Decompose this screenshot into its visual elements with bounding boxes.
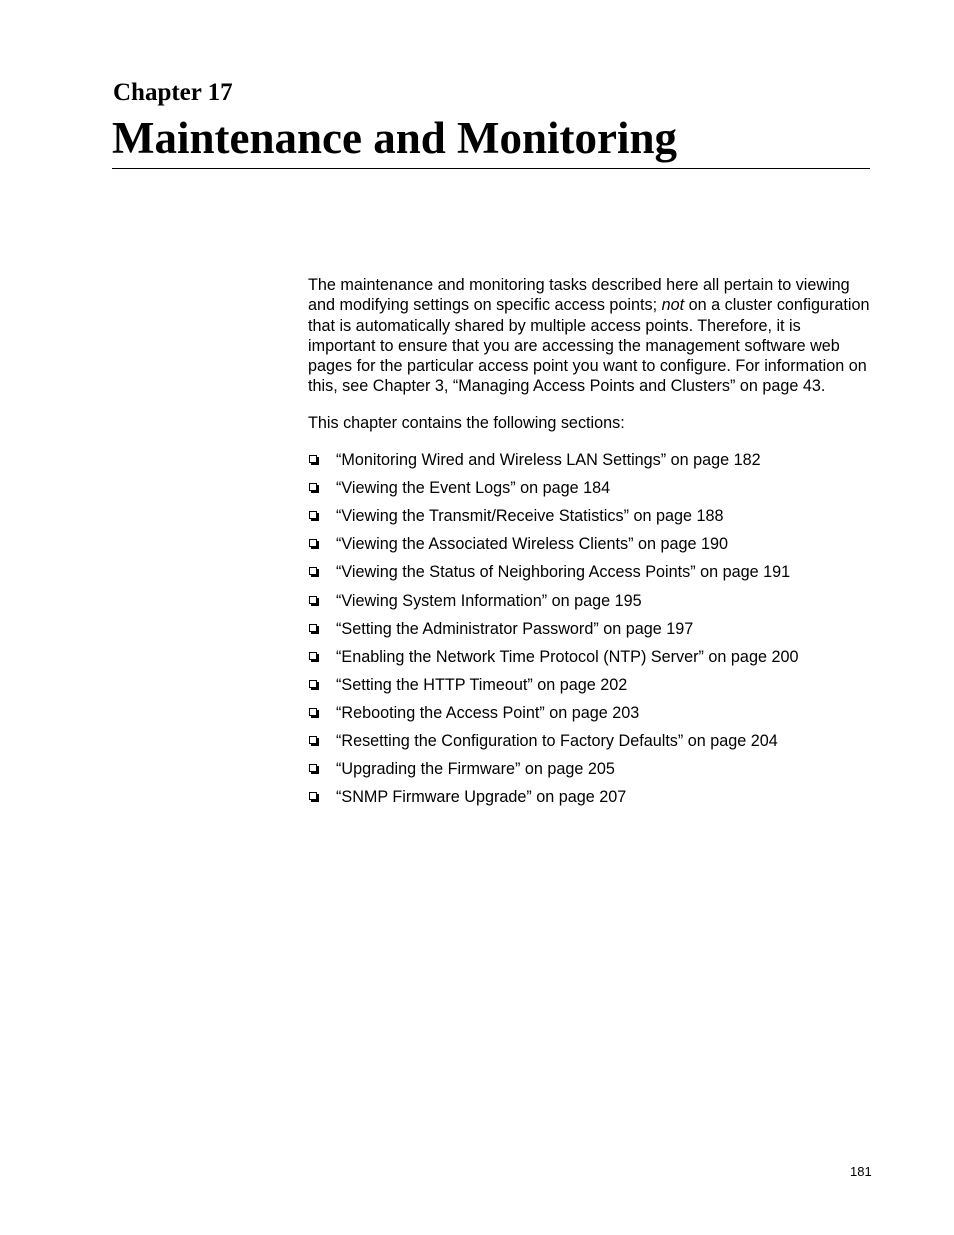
box-bullet-icon — [309, 708, 317, 716]
intro-text-part1: The maintenance and monitoring tasks described here all pertain to viewing and modifying settings on specific access points; — [308, 276, 850, 315]
section-item[interactable] — [308, 478, 870, 506]
box-bullet-icon — [309, 483, 317, 491]
box-bullet-icon — [309, 736, 317, 744]
section-link[interactable]: “SNMP Firmware Upgrade” on page 207 — [336, 788, 627, 807]
page-number: 181 — [850, 1164, 872, 1179]
box-bullet-icon — [309, 567, 317, 575]
section-link[interactable]: “Viewing the Status of Neighboring Access Points” on page 191 — [336, 563, 791, 582]
section-link[interactable]: “Monitoring Wired and Wireless LAN Settings” on page 182 — [336, 451, 761, 470]
section-link[interactable]: “Setting the HTTP Timeout” on page 202 — [336, 675, 628, 694]
section-link[interactable]: “Viewing the Event Logs” on page 184 — [336, 479, 611, 498]
chapter-label: Chapter 17 — [113, 79, 233, 106]
section-item[interactable] — [308, 787, 870, 815]
box-bullet-icon — [309, 624, 317, 632]
section-item[interactable] — [308, 562, 870, 590]
section-link[interactable]: “Enabling the Network Time Protocol (NTP) Server” on page 200 — [336, 647, 799, 666]
section-item[interactable] — [308, 534, 870, 562]
sections-lead: This chapter contains the following sections: — [308, 413, 625, 432]
title-rule — [112, 168, 870, 169]
box-bullet-icon — [309, 596, 317, 604]
intro-text-part2: on a cluster configuration that is automatically shared by multiple access points. Therefore, it is important to ensure that you are accessing the management software web pages for the particular access point you want to configure. For information on this, see Chapter 3, “Managing Access Points and Clusters” on page 43. — [308, 296, 870, 396]
chapter-title: Maintenance and Monitoring — [112, 113, 678, 163]
section-link[interactable]: “Viewing System Information” on page 195 — [336, 591, 642, 610]
section-link[interactable]: “Viewing the Transmit/Receive Statistics” on page 188 — [336, 507, 724, 526]
box-bullet-icon — [309, 455, 317, 463]
section-link[interactable]: “Upgrading the Firmware” on page 205 — [336, 760, 615, 779]
box-bullet-icon — [309, 764, 317, 772]
section-item[interactable] — [308, 506, 870, 534]
box-bullet-icon — [309, 680, 317, 688]
box-bullet-icon — [309, 792, 317, 800]
section-link[interactable]: “Viewing the Associated Wireless Clients” on page 190 — [336, 535, 729, 554]
box-bullet-icon — [309, 511, 317, 519]
section-link[interactable]: “Setting the Administrator Password” on page 197 — [336, 619, 694, 638]
section-item[interactable] — [308, 619, 870, 647]
section-item[interactable] — [308, 675, 870, 703]
section-item[interactable] — [308, 591, 870, 619]
section-item[interactable] — [308, 731, 870, 759]
section-list — [308, 450, 870, 815]
section-link[interactable]: “Rebooting the Access Point” on page 203 — [336, 703, 640, 722]
section-item[interactable] — [308, 759, 870, 787]
intro-emphasis: not — [661, 296, 685, 315]
section-link[interactable]: “Resetting the Configuration to Factory Defaults” on page 204 — [336, 732, 778, 751]
intro-paragraph — [308, 275, 870, 397]
section-item[interactable] — [308, 647, 870, 675]
section-item[interactable] — [308, 450, 870, 478]
section-item[interactable] — [308, 703, 870, 731]
chapter-content — [308, 275, 870, 815]
box-bullet-icon — [309, 539, 317, 547]
box-bullet-icon — [309, 652, 317, 660]
